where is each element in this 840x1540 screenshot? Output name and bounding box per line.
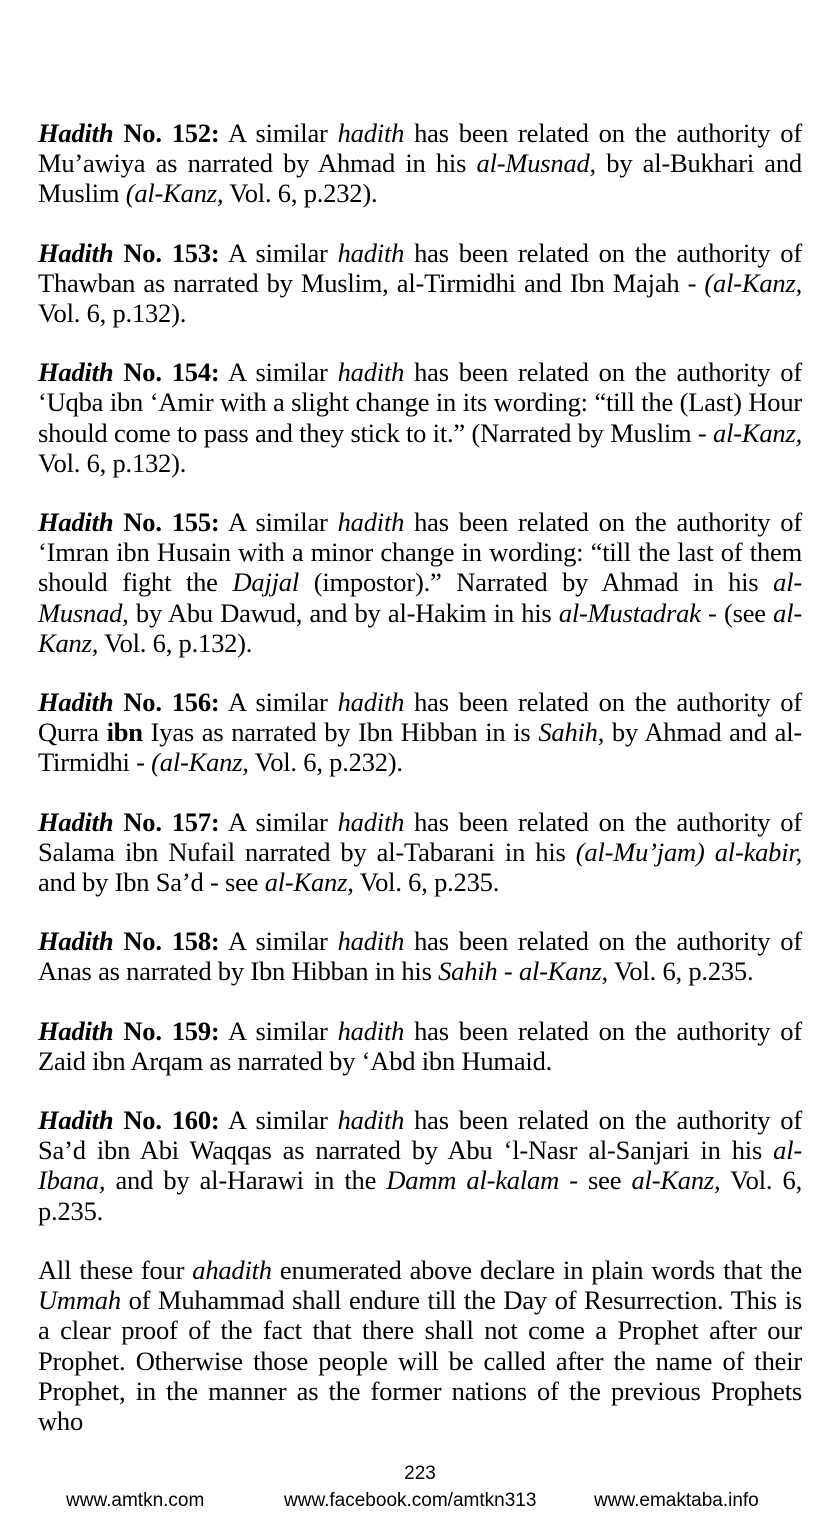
hadith-paragraph (38, 507, 802, 658)
text-segment: A similar (219, 118, 338, 148)
hadith-paragraph (38, 238, 802, 329)
hadith-number: No. 153: (113, 237, 220, 268)
text-segment: Iyas as narrated by Ibn Hibban in is (142, 717, 539, 748)
hadith-label: Hadith (38, 357, 114, 388)
hadith-paragraph (38, 1105, 802, 1226)
text-segment: Sahih, (538, 717, 605, 748)
text-segment: has been related on the authority of Anas as narrated by Ibn Hibban in his (38, 926, 802, 987)
text-segment: has been related on the authority of Qurra (38, 687, 802, 748)
hadith-label: Hadith (38, 926, 114, 957)
footer-link-amtkn[interactable]: www.amtkn.com (66, 1490, 205, 1511)
text-segment: Dajjal (232, 567, 299, 598)
hadith-number: No. 158: (113, 926, 220, 957)
text-segment: hadith (337, 357, 405, 388)
hadith-label: Hadith (38, 507, 114, 538)
text-segment: Vol. 6, p.235. (38, 1165, 802, 1226)
text-segment: Ummah (38, 1285, 121, 1316)
text-segment: al-Ibana, (38, 1135, 802, 1196)
page-number: 223 (404, 1463, 436, 1484)
text-segment: al-Musnad, (476, 148, 596, 179)
text-segment: A similar (219, 687, 338, 718)
text-segment: (al-Kanz, (704, 267, 802, 298)
text-segment: - (497, 956, 519, 987)
text-segment: Damm al-kalam (386, 1165, 560, 1196)
hadith-label: Hadith (38, 1105, 114, 1136)
text-segment: of Muhammad shall endure till the Day of Resurrection. This is a clear proof of the fact that there shall not come a Prophet after our Prophet. Otherwise those people will be called after the name of their Prophet, in the manner as the former nations of the previous Prophets who (38, 1285, 802, 1436)
text-segment: al-Mustadrak (558, 597, 701, 628)
text-segment: Vol. 6, p.232). (223, 178, 378, 209)
text-segment: A similar (219, 507, 338, 538)
hadith-number: No. 157: (113, 806, 220, 837)
text-segment: Vol. 6, p.132). (38, 447, 187, 478)
text-segment: Vol. 6, p.132). (98, 627, 253, 658)
text-segment: A similar (219, 806, 338, 837)
text-segment: hadith (337, 1105, 405, 1136)
hadith-label: Hadith (38, 1015, 114, 1046)
text-segment: al-Musnad, (38, 567, 802, 628)
text-segment: by al-Bukhari and Muslim (38, 148, 802, 209)
text-segment: (al-Mu’jam) al-kabir, (575, 836, 802, 867)
text-segment: enumerated above declare in plain words that the (271, 1254, 803, 1285)
text-segment: All these four (38, 1254, 193, 1285)
text-segment: al-Kanz, (713, 417, 802, 448)
hadith-number: No. 155: (113, 507, 220, 538)
text-segment: has been related on the authority of Mu’awiya as narrated by Ahmad in his (38, 118, 802, 179)
hadith-number: No. 159: (113, 1015, 220, 1046)
text-segment: by Ahmad and al-Tirmidhi - (38, 717, 802, 778)
text-segment: A similar (219, 1105, 338, 1136)
hadith-paragraph (38, 1016, 802, 1076)
hadith-label: Hadith (38, 687, 114, 718)
text-segment: and by Ibn Sa’d - see (38, 867, 265, 898)
text-segment: hadith (337, 507, 405, 538)
footer-link-emaktaba[interactable]: www.emaktaba.info (594, 1490, 759, 1511)
hadith-paragraph (38, 118, 802, 209)
text-segment: A similar (219, 357, 338, 388)
hadith-number: No. 154: (113, 357, 220, 388)
text-segment: hadith (337, 1015, 405, 1046)
text-segment: has been related on the authority of Sa’d ibn Abi Waqqas as narrated by Abu ‘l-Nasr al-Sanjari in his (38, 1105, 802, 1166)
hadith-number: No. 152: (113, 118, 220, 148)
text-segment: Vol. 6, p.232). (248, 747, 403, 778)
text-segment: hadith (337, 687, 405, 718)
hadith-paragraph (38, 926, 802, 986)
page-body (38, 118, 802, 1436)
hadith-paragraph (38, 357, 802, 478)
text-segment: hadith (337, 806, 405, 837)
text-segment: has been related on the authority of ‘Imran ibn Husain with a minor change in wording: “till the last of them should fight the (38, 507, 802, 598)
text-segment: (al-Kanz, (151, 747, 249, 778)
text-segment: has been related on the authority of Thawban as narrated by Muslim, al-Tirmidhi and Ibn Majah - (38, 237, 802, 298)
text-segment: - (see (700, 597, 774, 628)
text-segment: has been related on the authority of ‘Uqba ibn ‘Amir with a slight change in its wording: “till the (Last) Hour should come to pass and they stick to it.” (Narrated by Muslim - (38, 357, 802, 448)
closing-paragraph (38, 1255, 802, 1436)
hadith-label: Hadith (38, 237, 114, 268)
text-segment: A similar (219, 1015, 338, 1046)
text-segment: and by al-Harawi in the (105, 1165, 387, 1196)
hadith-number: No. 156: (113, 687, 220, 718)
footer-link-facebook[interactable]: www.facebook.com/amtkn313 (284, 1490, 537, 1511)
text-segment: ibn (106, 717, 143, 748)
text-segment: - see (559, 1165, 632, 1196)
text-segment: Vol. 6, p.235. (607, 956, 754, 987)
text-segment: ahadith (192, 1254, 272, 1285)
text-segment: al-Kanz, (38, 597, 802, 658)
hadith-paragraph (38, 687, 802, 778)
text-segment: hadith (337, 237, 405, 268)
text-segment: Vol. 6, p.132). (38, 298, 187, 329)
text-segment: (al-Kanz, (125, 178, 224, 209)
hadith-paragraph (38, 807, 802, 898)
text-segment: Vol. 6, p.235. (353, 867, 500, 898)
text-segment: by Abu Dawud, and by al-Hakim in his (128, 597, 559, 628)
text-segment: (impostor).” Narrated by Ahmad in his (298, 567, 774, 598)
text-segment: hadith (337, 926, 405, 957)
text-segment: al-Kanz, (264, 867, 354, 898)
text-segment: Sahih (438, 956, 498, 987)
hadith-number: No. 160: (113, 1105, 220, 1136)
text-segment: has been related on the authority of Zaid ibn Arqam as narrated by ‘Abd ibn Humaid. (38, 1015, 802, 1076)
text-segment: has been related on the authority of Salama ibn Nufail narrated by al-Tabarani in his (38, 806, 802, 867)
text-segment: al-Kanz, (518, 956, 608, 987)
hadith-label: Hadith (38, 118, 114, 148)
text-segment: A similar (219, 926, 338, 957)
hadith-label: Hadith (38, 806, 114, 837)
text-segment: al-Kanz, (631, 1165, 721, 1196)
text-segment: hadith (337, 118, 405, 148)
text-segment: A similar (219, 237, 338, 268)
